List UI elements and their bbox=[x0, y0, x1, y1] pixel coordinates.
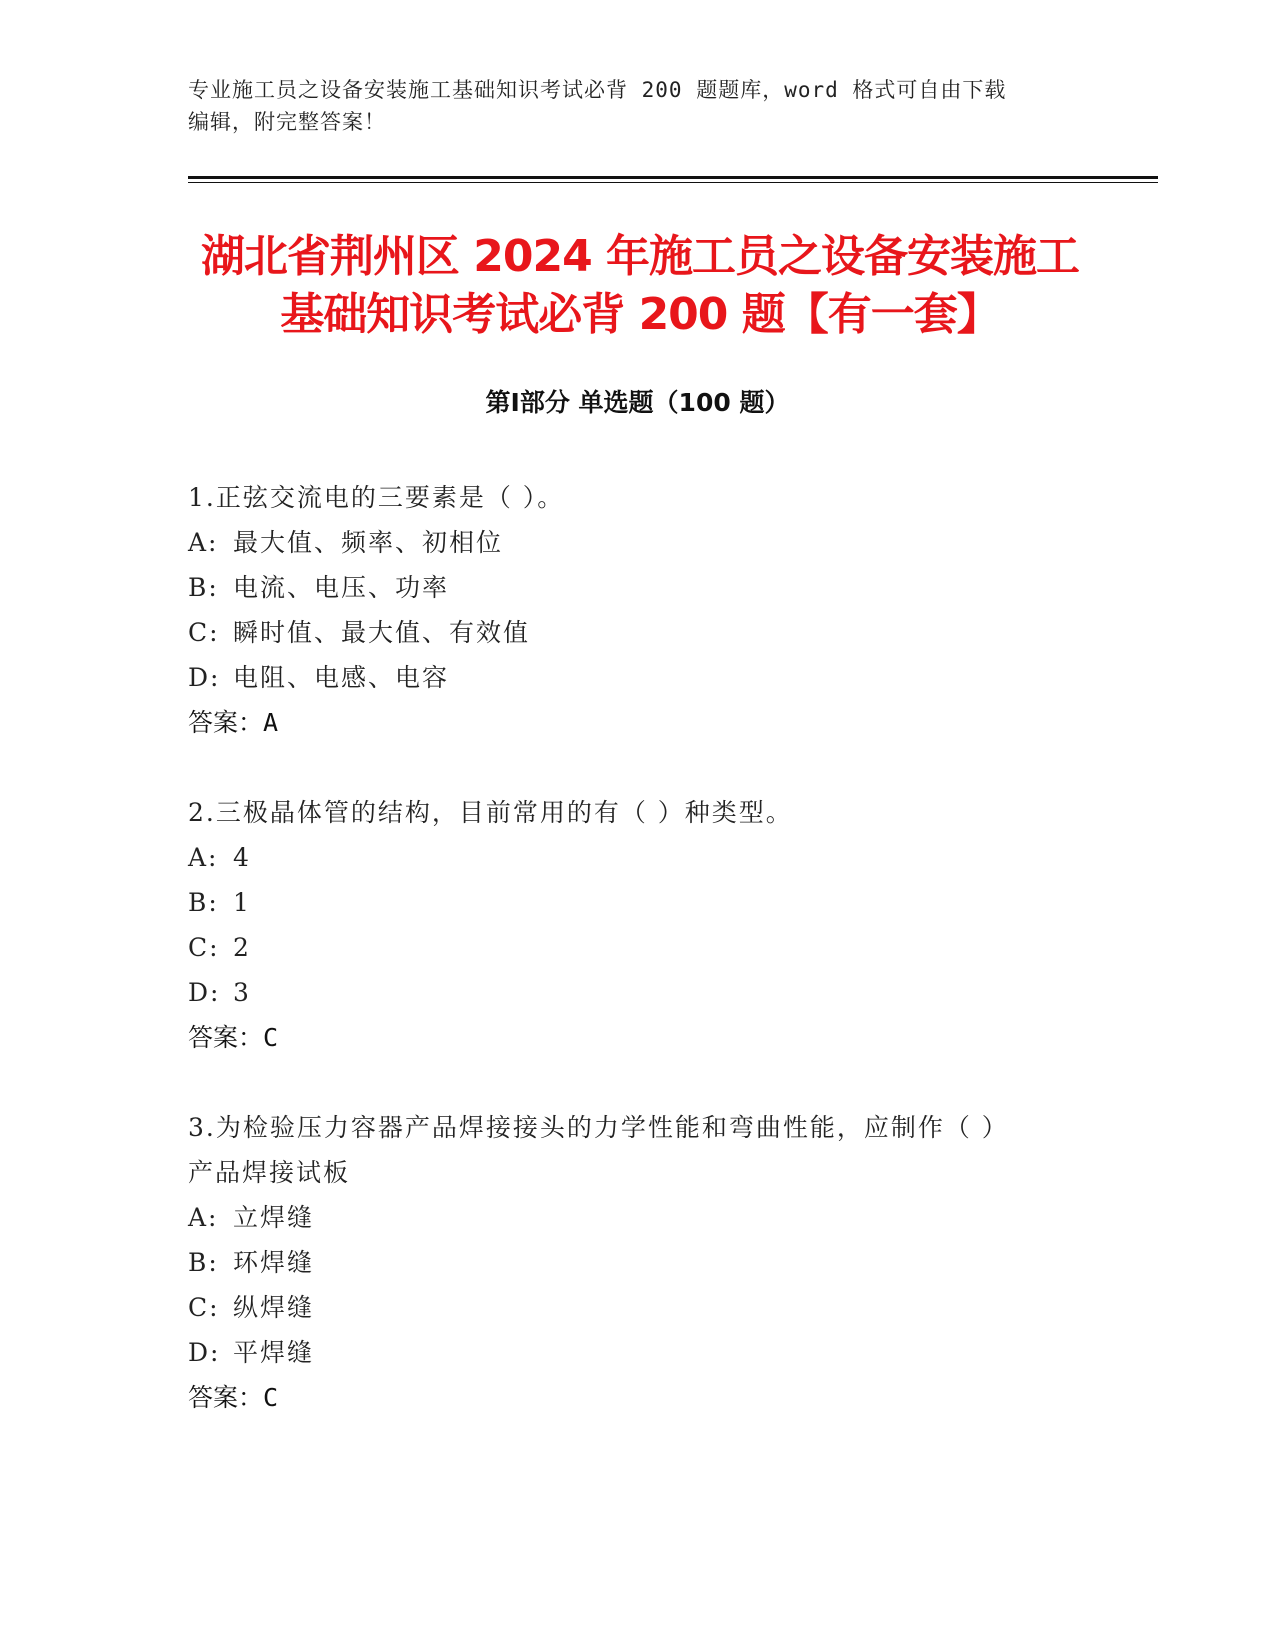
option-letter: B: bbox=[188, 888, 219, 917]
header-divider-thick bbox=[188, 176, 1158, 179]
answer-value: A bbox=[263, 708, 279, 737]
option-text: 2 bbox=[233, 933, 251, 962]
document-title-line-2: 基础知识考试必背 200 题【有一套】 bbox=[280, 289, 1000, 340]
answer-line bbox=[188, 1375, 1088, 1420]
answer-value: C bbox=[263, 1023, 279, 1052]
option-letter: B: bbox=[188, 1248, 219, 1277]
option-d bbox=[188, 1330, 1088, 1375]
option-letter: A: bbox=[188, 843, 219, 872]
option-text: 1 bbox=[233, 888, 251, 917]
section-heading: 第Ⅰ部分 单选题（100 题） bbox=[485, 388, 790, 417]
option-letter: D: bbox=[188, 1338, 221, 1367]
option-text: 立焊缝 bbox=[233, 1203, 315, 1232]
option-letter: C: bbox=[188, 933, 220, 962]
question-stem-line-1: 3.为检验压力容器产品焊接接头的力学性能和弯曲性能，应制作（ ） bbox=[188, 1113, 1009, 1142]
header-note bbox=[188, 74, 1088, 138]
option-letter: B: bbox=[188, 573, 219, 602]
question-stem-line-2: 产品焊接试板 bbox=[188, 1158, 351, 1187]
option-text: 4 bbox=[233, 843, 251, 872]
answer-label: 答案： bbox=[188, 1383, 264, 1412]
header-divider-thin bbox=[188, 182, 1158, 183]
question-3 bbox=[188, 1105, 1088, 1420]
document-title-line-1: 湖北省荆州区 2024 年施工员之设备安装施工 bbox=[200, 231, 1080, 282]
header-note-line-1: 专业施工员之设备安装施工基础知识考试必背 200 题题库，word 格式可自由下载 bbox=[188, 78, 1007, 102]
option-text: 瞬时值、最大值、有效值 bbox=[233, 618, 531, 647]
answer-label: 答案： bbox=[188, 1023, 264, 1052]
option-text: 电流、电压、功率 bbox=[233, 573, 450, 602]
option-b bbox=[188, 1240, 1088, 1285]
option-a bbox=[188, 520, 1088, 565]
question-stem: 2.三极晶体管的结构，目前常用的有（ ）种类型。 bbox=[188, 798, 793, 827]
option-text: 环焊缝 bbox=[233, 1248, 315, 1277]
question-2 bbox=[188, 790, 1088, 1060]
option-a bbox=[188, 835, 1088, 880]
answer-value: C bbox=[263, 1383, 279, 1412]
option-letter: C: bbox=[188, 1293, 220, 1322]
question-1 bbox=[188, 475, 1088, 745]
option-text: 最大值、频率、初相位 bbox=[233, 528, 504, 557]
option-c bbox=[188, 1285, 1088, 1330]
option-text: 纵焊缝 bbox=[233, 1293, 315, 1322]
answer-label: 答案： bbox=[188, 708, 264, 737]
option-letter: C: bbox=[188, 618, 220, 647]
option-b bbox=[188, 880, 1088, 925]
option-text: 3 bbox=[233, 978, 251, 1007]
question-stem: 1.正弦交流电的三要素是（ ）。 bbox=[188, 483, 565, 512]
option-letter: D: bbox=[188, 978, 221, 1007]
answer-line bbox=[188, 700, 1088, 745]
option-letter: A: bbox=[188, 1203, 219, 1232]
option-b bbox=[188, 565, 1088, 610]
option-letter: D: bbox=[188, 663, 221, 692]
option-d bbox=[188, 970, 1088, 1015]
question-list bbox=[188, 475, 1088, 1465]
option-text: 平焊缝 bbox=[233, 1338, 315, 1367]
option-letter: A: bbox=[188, 528, 219, 557]
document-title bbox=[150, 228, 1130, 344]
option-text: 电阻、电感、电容 bbox=[233, 663, 450, 692]
answer-line bbox=[188, 1015, 1088, 1060]
option-c bbox=[188, 610, 1088, 655]
option-c bbox=[188, 925, 1088, 970]
header-note-line-2: 编辑，附完整答案！ bbox=[188, 110, 386, 134]
option-a bbox=[188, 1195, 1088, 1240]
option-d bbox=[188, 655, 1088, 700]
